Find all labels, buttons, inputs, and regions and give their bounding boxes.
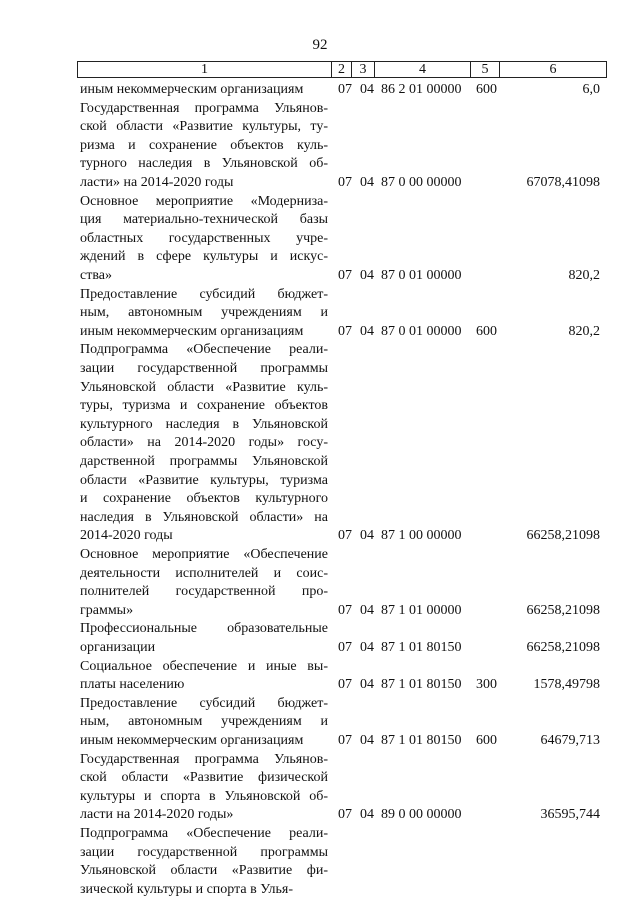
row-description [80, 81, 328, 100]
description-line: ской области «Развитие физической [80, 770, 328, 786]
section-code: 07 [338, 677, 352, 693]
amount-value: 6,0 [582, 82, 600, 97]
section-code: 07 [338, 528, 352, 544]
description-line: культуры и спорта в Ульяновской об- [80, 788, 328, 804]
section-code: 07 [338, 267, 352, 283]
column-6-header: 6 [549, 62, 557, 77]
description-line: организации [80, 639, 156, 655]
description-line: ным, автономным учреждениям и [80, 305, 328, 321]
description-line: туры, туризма и сохранение объектов [80, 398, 328, 414]
description-line: Основное мероприятие «Модерниза- [80, 193, 328, 209]
description-line: Государственная программа Ульянов- [80, 100, 328, 116]
expense-type-code: 600 [476, 323, 497, 339]
description-line: иным некоммерческим организациям [80, 82, 304, 97]
description-line: Ульяновской области «Развитие куль- [80, 379, 328, 395]
subsection-code: 04 [360, 267, 374, 283]
description-line: ным, автономным учреждениям и [80, 714, 328, 730]
amount-value: 1578,49798 [533, 677, 600, 693]
description-line: Подпрограмма «Обеспечение реали- [80, 826, 328, 841]
row-description [80, 193, 328, 286]
description-line: Ульяновской области «Развитие фи- [80, 863, 328, 879]
description-line: Социальное обеспечение и иные вы- [80, 658, 328, 674]
target-article-code: 89 0 00 00000 [381, 807, 462, 823]
amount-value: 64679,713 [540, 732, 600, 748]
target-article-code: 87 1 01 80150 [381, 732, 462, 748]
description-line: и сохранение объектов культурного [80, 491, 328, 507]
expense-type-code: 300 [476, 677, 497, 693]
description-line: Предоставление субсидий бюджет- [80, 286, 328, 302]
row-description [80, 695, 328, 751]
column-5-header: 5 [481, 62, 489, 77]
description-line: ласти на 2014-2020 годы» [80, 807, 234, 823]
amount-value: 820,2 [568, 267, 600, 283]
target-article-code: 87 1 01 80150 [381, 639, 462, 655]
row-description [80, 620, 328, 657]
description-line: Государственная программа Ульянов- [80, 751, 328, 767]
column-1-header: 1 [201, 62, 208, 77]
description-line: ция материально-технической базы [80, 212, 328, 228]
page-number: 92 [312, 37, 328, 53]
row-description [80, 751, 328, 825]
description-line: ризма и сохранение объектов куль- [80, 137, 328, 153]
subsection-code: 04 [360, 677, 374, 693]
description-line: дарственной программы Ульяновской [80, 453, 328, 469]
description-line: ласти» на 2014-2020 годы [80, 174, 234, 190]
description-line: ства» [80, 267, 112, 283]
row-description [80, 658, 328, 695]
description-line: платы населению [80, 677, 185, 693]
description-line: зической культуры и спорта в Улья- [80, 881, 294, 897]
target-article-code: 87 1 00 00000 [381, 528, 462, 544]
column-4-header: 4 [419, 62, 426, 77]
section-code: 07 [338, 82, 352, 97]
subsection-code: 04 [360, 732, 374, 748]
description-line: 2014-2020 годы [80, 528, 173, 544]
column-3-header: 3 [359, 62, 367, 77]
description-line: зации государственной программы [80, 844, 328, 860]
section-code: 07 [338, 732, 352, 748]
description-line: Подпрограмма «Обеспечение реали- [80, 342, 328, 358]
target-article-code: 87 0 01 00000 [381, 323, 462, 339]
section-code: 07 [338, 639, 352, 655]
description-line: Профессиональные образовательные [80, 621, 328, 637]
amount-value: 820,2 [568, 323, 600, 339]
section-code: 07 [338, 323, 352, 339]
row-description [80, 286, 328, 342]
row-description [80, 341, 328, 546]
description-line: области «Развитие культуры, туризма [80, 472, 328, 488]
description-line: Предоставление субсидий бюджет- [80, 695, 328, 711]
amount-value: 36595,744 [540, 807, 600, 823]
description-line: турного наследия в Ульяновской об- [80, 156, 328, 172]
subsection-code: 04 [360, 639, 374, 655]
description-line: областных государственных учре- [80, 230, 328, 246]
subsection-code: 04 [360, 82, 374, 97]
description-line: иным некоммерческим организациям [80, 323, 304, 339]
description-line: Основное мероприятие «Обеспечение [80, 547, 328, 562]
amount-value: 66258,21098 [526, 602, 600, 618]
description-line: зации государственной программы [80, 360, 328, 376]
target-article-code: 87 1 01 80150 [381, 677, 462, 693]
section-code: 07 [338, 174, 352, 190]
expense-type-code: 600 [476, 82, 497, 97]
description-line: ждений в сфере культуры и искус- [80, 249, 328, 265]
description-line: ской области «Развитие культуры, ту- [80, 119, 328, 135]
description-line: полнителей государственной про- [80, 584, 328, 600]
target-article-code: 87 0 00 00000 [381, 174, 462, 190]
target-article-code: 86 2 01 00000 [381, 82, 462, 97]
row-description [80, 825, 328, 899]
description-line: области» на 2014-2020 годы» госу- [80, 435, 328, 451]
description-line: наследия в Ульяновской области» на [80, 509, 328, 525]
amount-value: 67078,41098 [526, 174, 600, 190]
amount-value: 66258,21098 [526, 528, 600, 544]
description-line: граммы» [80, 602, 134, 618]
section-code: 07 [338, 807, 352, 823]
section-code: 07 [338, 602, 352, 618]
subsection-code: 04 [360, 528, 374, 544]
description-line: культурного наследия в Ульяновской [80, 416, 328, 432]
amount-value: 66258,21098 [526, 639, 600, 655]
subsection-code: 04 [360, 602, 374, 618]
column-2-header: 2 [338, 62, 345, 77]
table-column-header [77, 61, 607, 78]
subsection-code: 04 [360, 807, 374, 823]
subsection-code: 04 [360, 174, 374, 190]
row-description [80, 100, 328, 193]
description-line: деятельности исполнителей и соис- [80, 565, 328, 581]
target-article-code: 87 1 01 00000 [381, 602, 462, 618]
row-description [80, 546, 328, 620]
description-line: иным некоммерческим организациям [80, 732, 304, 748]
expense-type-code: 600 [476, 732, 497, 748]
target-article-code: 87 0 01 00000 [381, 267, 462, 283]
subsection-code: 04 [360, 323, 374, 339]
